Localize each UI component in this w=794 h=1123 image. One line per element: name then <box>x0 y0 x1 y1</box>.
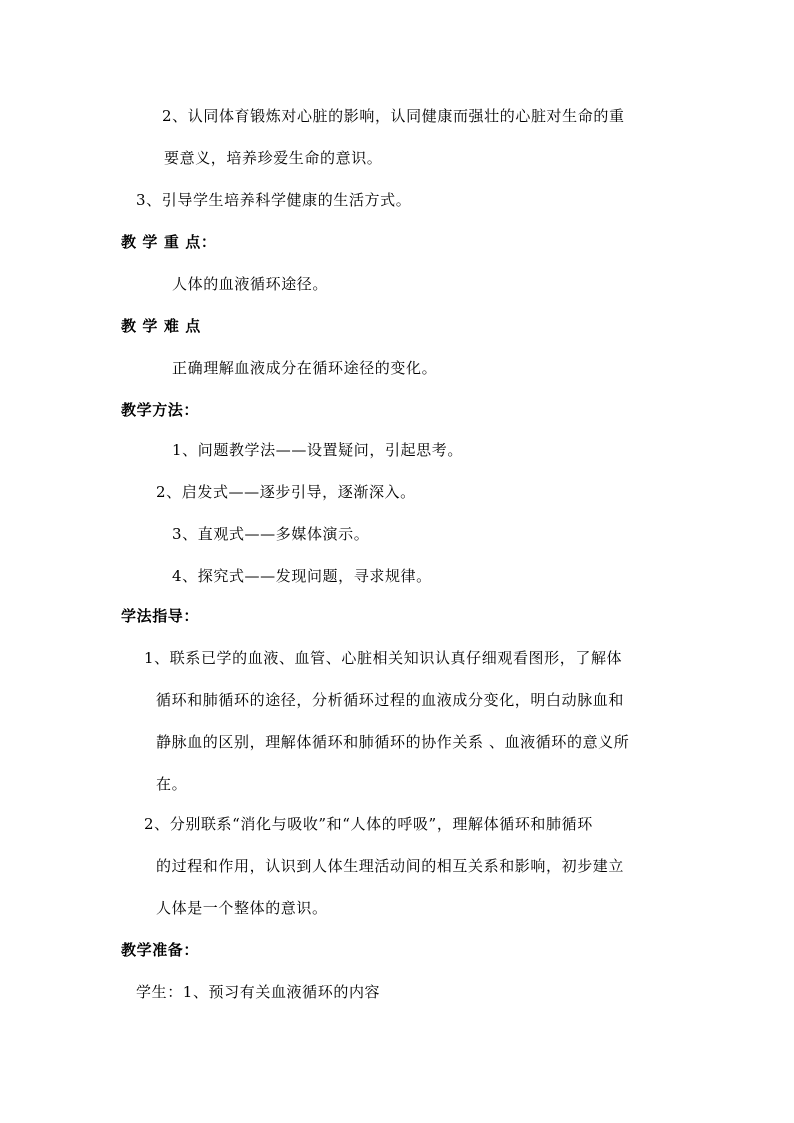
preparation-heading: 教学准备： <box>121 941 200 959</box>
methods-heading: 教学方法： <box>121 401 200 419</box>
key-point-heading: 教 学 重 点： <box>121 233 217 251</box>
guidance-item-1-line: 1、联系已学的血液、血管、心脏相关知识认真仔细观看图形，了解体 <box>144 649 623 667</box>
method-item: 4、探究式——发现问题，寻求规律。 <box>172 567 432 585</box>
goal-item-3: 3、引导学生培养科学健康的生活方式。 <box>136 191 412 209</box>
preparation-student: 学生：1、预习有关血液循环的内容 <box>136 983 381 1001</box>
guidance-item-1-line: 静脉血的区别，理解体循环和肺循环的协作关系 、血液循环的意义所 <box>156 733 630 751</box>
method-item: 3、直观式——多媒体演示。 <box>172 525 370 543</box>
guidance-item-2-line: 人体是一个整体的意识。 <box>156 899 328 917</box>
guidance-item-2-line: 2、分别联系“消化与吸收”和“人体的呼吸”，理解体循环和肺循环 <box>144 815 593 833</box>
difficulty-text: 正确理解血液成分在循环途径的变化。 <box>172 359 438 377</box>
guidance-heading: 学法指导： <box>121 607 200 625</box>
goal-item-2-line-2: 要意义，培养珍爱生命的意识。 <box>164 149 383 167</box>
guidance-item-1-line: 循环和肺循环的途径，分析循环过程的血液成分变化，明白动脉血和 <box>156 691 625 709</box>
guidance-item-1-line: 在。 <box>156 775 188 793</box>
method-item: 2、启发式——逐步引导，逐渐深入。 <box>156 483 416 501</box>
method-item: 1、问题教学法——设置疑问，引起思考。 <box>172 441 463 459</box>
key-point-text: 人体的血液循环途径。 <box>172 275 329 293</box>
difficulty-heading: 教 学 难 点 <box>121 317 201 335</box>
guidance-item-2-line: 的过程和作用，认识到人体生理活动间的相互关系和影响，初步建立 <box>156 857 625 875</box>
goal-item-2-line-1: 2、认同体育锻炼对心脏的影响，认同健康而强壮的心脏对生命的重 <box>162 107 625 125</box>
